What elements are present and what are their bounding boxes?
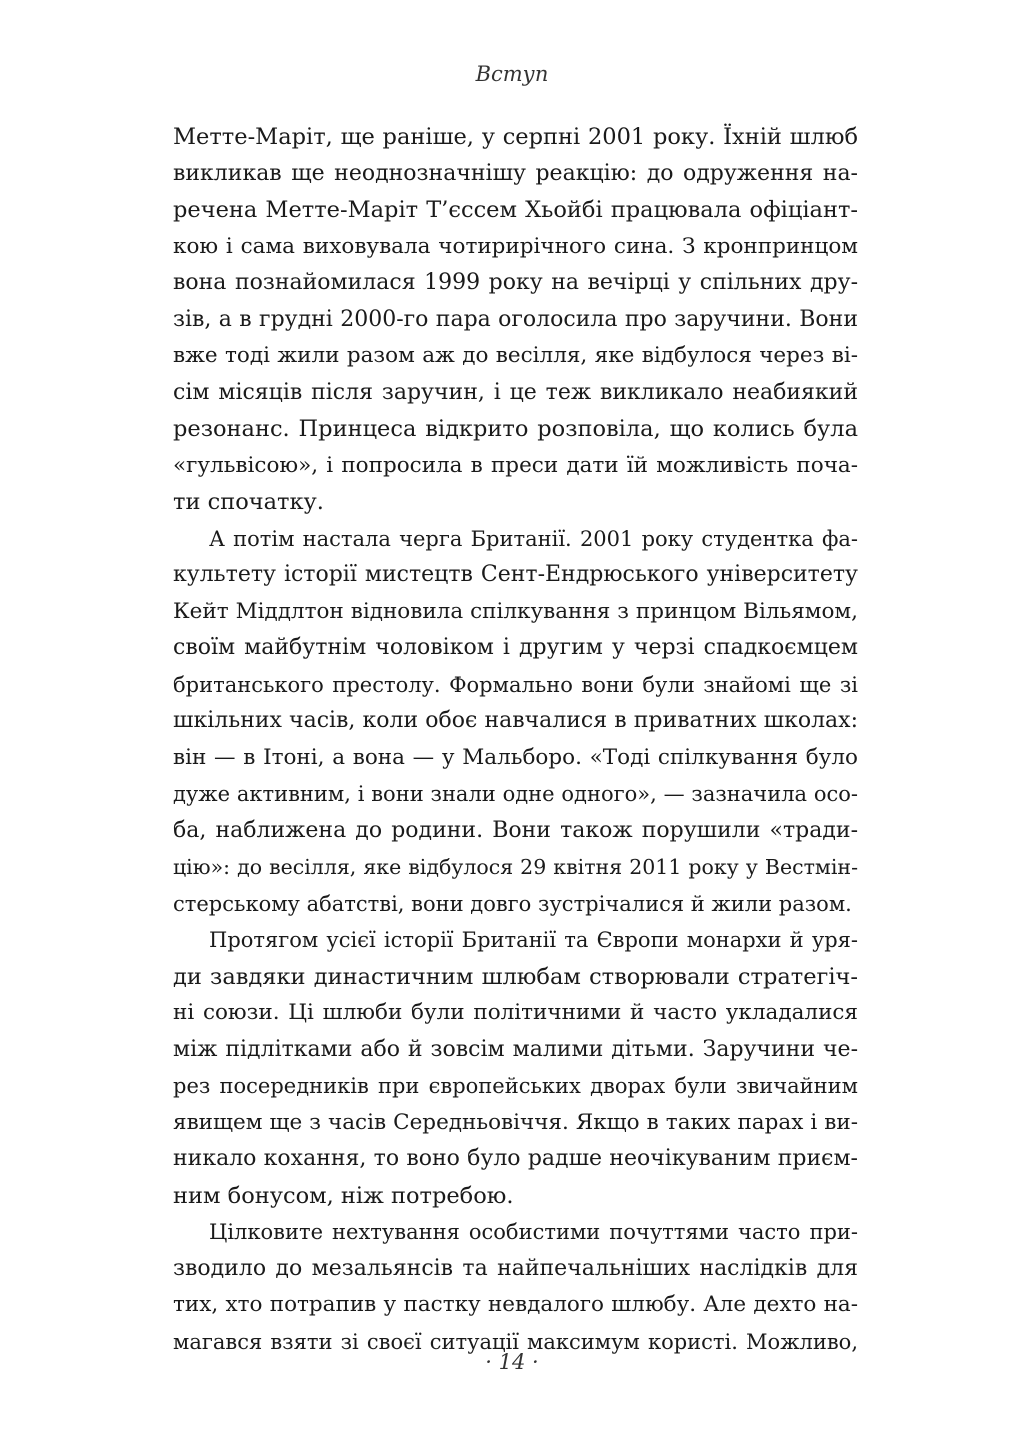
text-line: цію»: до весілля, яке відбулося 29 квітня 2011 року у Вестмін- — [173, 855, 858, 879]
text-line: кою і сама виховувала чотирирічного сина. З кронпринцом — [173, 233, 858, 259]
text-line: Метте-Маріт, ще раніше, у серпні 2001 року. Їхній шлюб — [173, 124, 858, 150]
text-line: резонанс. Принцеса відкрито розповіла, що колись була — [173, 416, 858, 442]
text-line: тих, хто потрапив у пастку невдалого шлюбу. Але дехто на- — [173, 1292, 858, 1317]
text-line: ти спочатку. — [173, 489, 324, 515]
text-line: своїм майбутнім чоловіком і другим у черзі спадкоємцем — [173, 635, 858, 660]
text-line: зів, а в грудні 2000-го пара оголосила про заручини. Вони — [173, 306, 858, 332]
text-line: між підлітками або й зовсім малими дітьми. Заручини че- — [173, 1036, 858, 1062]
page-number: · 14 · — [485, 1350, 539, 1374]
text-line: никало кохання, то воно було радше неочікуваним приєм- — [173, 1146, 858, 1171]
text-line: він — в Ітоні, а вона — у Мальборо. «Тоді спілкування було — [173, 744, 858, 770]
text-line: А потім настала черга Британії. 2001 року студентка фа- — [209, 526, 858, 551]
text-line: рез посередників при європейських дворах були звичайним — [173, 1074, 858, 1098]
text-line: ним бонусом, ніж потребою. — [173, 1182, 514, 1209]
text-line: Цілковите нехтування особистими почуттями часто при- — [209, 1220, 858, 1244]
text-line: вже тоді жили разом аж до весілля, яке відбулося через ві- — [173, 343, 858, 368]
text-line: Кейт Міддлтон відновила спілкування з принцом Вільямом, — [173, 598, 858, 624]
text-line: речена Метте-Маріт Т’єссем Хьойбі працювала офіціант- — [173, 197, 858, 223]
body-text — [173, 119, 858, 1360]
text-line: ба, наближена до родини. Вони також порушили «тради- — [173, 817, 858, 843]
text-line: вона познайомилася 1999 року на вечірці у спільних дру- — [173, 270, 858, 295]
text-line: явищем ще з часів Середньовіччя. Якщо в таких парах і ви- — [173, 1109, 858, 1135]
text-line: Протягом усієї історії Британії та Європи монархи й уря- — [209, 928, 858, 952]
text-line: викликав ще неоднозначнішу реакцію: до одруження на- — [173, 160, 858, 186]
text-line: «гульвісою», і попросила в преси дати їй можливість поча- — [173, 452, 858, 478]
text-line: британського престолу. Формально вони були знайомі ще зі — [173, 672, 858, 697]
text-line: шкільних часів, коли обоє навчалися в приватних школах: — [173, 708, 858, 733]
text-line: дуже активним, і вони знали одне одного», — зазначила осо- — [173, 782, 858, 806]
running-head-title: Вступ — [475, 62, 549, 86]
text-line: ні союзи. Ці шлюби були політичними й часто укладалися — [173, 1000, 858, 1025]
text-line: зводило до мезальянсів та найпечальніших наслідків для — [173, 1255, 858, 1281]
text-line: культету історії мистецтв Сент-Ендрюського університету — [173, 562, 858, 587]
text-line: стерському абатстві, вони довго зустрічалися й жили разом. — [173, 891, 852, 916]
text-line: сім місяців після заручин, і це теж викликало неабиякий — [173, 379, 858, 405]
text-line: магався взяти зі своєї ситуації максимум користі. Можливо, — [173, 1329, 858, 1354]
text-line: ди завдяки династичним шлюбам створювали стратегіч- — [173, 963, 858, 990]
